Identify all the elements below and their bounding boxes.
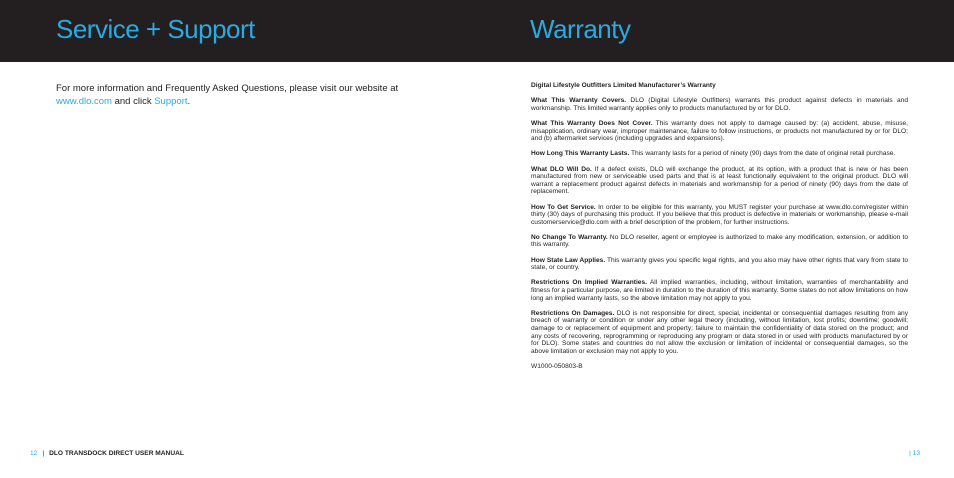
footer-separator-right: |: [909, 450, 911, 457]
warranty-section-no-change: [531, 234, 908, 249]
section-label: Restrictions On Implied Warranties.: [531, 279, 647, 287]
website-link[interactable]: www.dlo.com: [56, 96, 112, 107]
section-label: What DLO Will Do.: [531, 165, 592, 173]
warranty-section-duration: [531, 150, 908, 158]
support-link[interactable]: Support: [154, 96, 188, 107]
intro-text-before: For more information and Frequently Asked Questions, please visit our website at: [56, 83, 399, 94]
warranty-section-implied: [531, 279, 908, 302]
section-body: This warranty does not apply to damage caused by: (a) accident, abuse, misuse, misapplication, ordinary wear, improper maintenance, failure to follow instructions, or products not manufactured by or for DLO; and (b) aftermarket services (including upgrades and expansions).: [531, 119, 908, 143]
footer-left: [30, 450, 184, 457]
service-support-text: [56, 82, 424, 108]
section-label: What This Warranty Does Not Cover.: [531, 119, 653, 127]
section-body: In order to be eligible for this warranty, you MUST register your purchase at www.dlo.com/register within thirty (30) days of purchasing this product. If you believe that this product is defective in materials or workmanship, please e-mail customerservice@dlo.com with a brief description of the problem, for further instructions.: [531, 203, 908, 226]
section-label: No Change To Warranty.: [531, 233, 608, 241]
warranty-body: [531, 82, 908, 371]
page-number-right: 13: [912, 450, 920, 457]
warranty-title: Warranty: [530, 14, 631, 44]
intro-text-after: .: [187, 96, 191, 107]
document-code: W1000-050803-B: [531, 362, 583, 370]
footer-right: [909, 450, 920, 457]
section-body: DLO is not responsible for direct, special, incidental or consequential damages resulting from any breach of warranty or condition or under any other legal theory (including, without limitation, lost profits; downtime; goodwill; damage to or replacement of equipment and property; failure to maintain the confidentiality of data stored on the product; and any costs of recovering, reprogramming or reproducing any program or data stored in or used with products manufactured by or for DLO). Some states and countries do not allow the exclusion or limitation of incidental or consequential damages, so the above limitation or exclusion may not apply to you.: [531, 309, 908, 355]
section-body: DLO (Digital Lifestyle Outfitters) warrants this product against defects in materials and workmanship. This limited warranty applies only to products manufactured by or for DLO.: [531, 97, 908, 112]
warranty-section-get-service: [531, 204, 908, 227]
warranty-section-not-cover: [531, 120, 908, 143]
section-label: How To Get Service.: [531, 203, 596, 211]
header-bar: [0, 0, 954, 62]
warranty-section-damages: [531, 310, 908, 356]
section-body: No DLO reseller, agent or employee is authorized to make any modification, extension, or addition to this warranty.: [531, 233, 908, 249]
section-body: All implied warranties, including, without limitation, warranties of merchantability and fitness for a particular purpose, are limited in duration to the duration of this warranty. Some states do not allow limitations on how long an implied warranty lasts, so the above limitation may not apply to you.: [531, 279, 909, 302]
manual-title: DLO TRANSDOCK DIRECT USER MANUAL: [49, 450, 184, 457]
section-label: Restrictions On Damages.: [531, 309, 615, 317]
section-label: What This Warranty Covers.: [531, 97, 627, 105]
service-support-title: Service + Support: [56, 14, 255, 44]
section-body: If a defect exists, DLO will exchange the product, at its option, with a product that is new or has been manufactured from new or serviceable used parts and that is at least functionally equivalent to the original product. DLO will warrant a replacement product against defects in materials and workmanship for a period of ninety (90) days from the date of replacement.: [531, 165, 908, 196]
warranty-section-what-dlo-will-do: [531, 166, 908, 196]
footer-separator: |: [42, 450, 45, 457]
section-label: How Long This Warranty Lasts.: [531, 150, 630, 158]
section-label: How State Law Applies.: [531, 256, 606, 264]
warranty-section-state-law: [531, 257, 908, 272]
warranty-section-covers: [531, 97, 908, 112]
section-body: This warranty lasts for a period of ninety (90) days from the date of original retail purchase.: [629, 150, 896, 158]
warranty-doc-title: Digital Lifestyle Outfitters Limited Manufacturer’s Warranty: [531, 82, 716, 89]
intro-text-middle: and click: [111, 96, 155, 107]
page-number-left: 12: [30, 450, 38, 457]
section-body: This warranty gives you specific legal rights, and you also may have other rights that vary from state to state, or country.: [531, 256, 908, 272]
